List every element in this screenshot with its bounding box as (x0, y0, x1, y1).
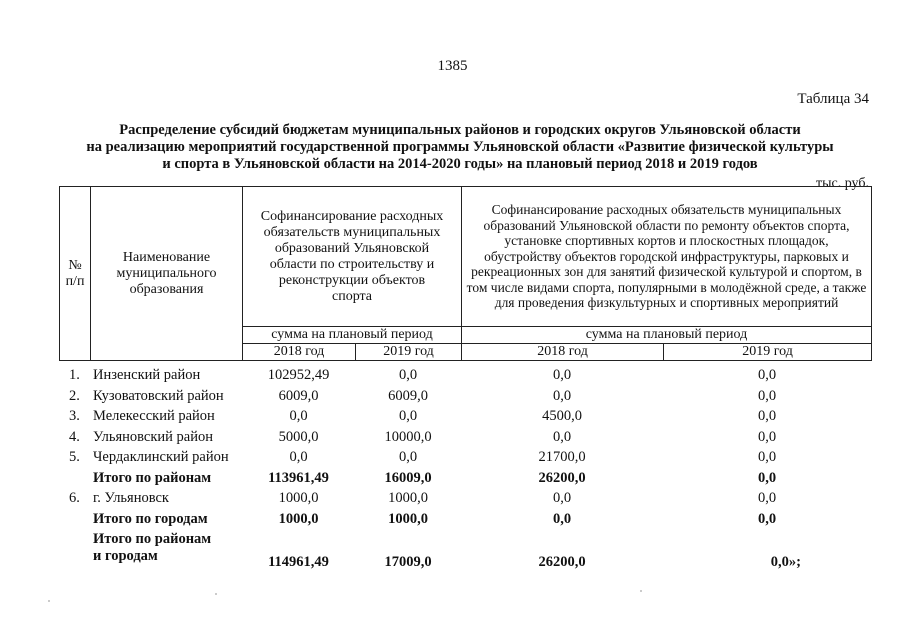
row-name-line: Итого по районам (93, 531, 212, 547)
cell-value: 6009,0 (278, 387, 319, 404)
header-year-2018: 2018 год (243, 344, 356, 361)
table-row (59, 408, 871, 429)
row-num: 4. (69, 428, 80, 445)
cell-value: 1000,0 (278, 490, 319, 506)
row-num: 1. (69, 367, 80, 383)
cell-value: 0,0 (552, 387, 572, 404)
cell-value: 17009,0 (384, 554, 432, 570)
scan-speck (48, 600, 50, 602)
title-line: Распределение субсидий бюджетам муниципальных районов и городских округов Ульяновской области (119, 122, 801, 138)
table-row (59, 388, 871, 409)
cell-value: 0,0 (398, 408, 418, 424)
grand-total-row (59, 531, 871, 571)
row-name: Ульяновский район (93, 428, 214, 445)
cell-value: 0,0 (289, 449, 308, 465)
cell-value: 0,0 (757, 428, 777, 445)
title-line: на реализацию мероприятий государственной программы Ульяновской области «Развитие физической культуры (86, 139, 834, 155)
header-sum-label: сумма на плановый период (243, 327, 462, 344)
row-name: Итого по районам (93, 469, 212, 486)
row-num: 3. (69, 408, 80, 424)
unit-label: тыс. руб. (816, 176, 869, 191)
cell-value: 21700,0 (538, 449, 586, 465)
header-table (59, 186, 872, 361)
header-group-construction: Софинансирование расходных обязательств муниципальных образований Ульяновской области по строительству и реконструкции объектов спорта (243, 187, 462, 327)
cell-value: 0,0 (552, 510, 572, 527)
cell-value: 0,0 (757, 449, 777, 465)
cell-value: 102952,49 (267, 367, 330, 383)
subtotal-row (59, 470, 871, 491)
cell-value: 0,0 (757, 367, 777, 383)
data-table (59, 367, 871, 571)
cell-value: 0,0 (757, 469, 777, 486)
cell-value: 0,0 (552, 490, 572, 506)
table-row (59, 449, 871, 470)
title-line: и спорта в Ульяновской области на 2014-2020 годы» на плановый период 2018 и 2019 годов (162, 156, 758, 172)
row-num: 2. (69, 387, 80, 404)
row-name (90, 531, 242, 571)
cell-value: 26200,0 (538, 554, 586, 570)
cell-value: 6009,0 (388, 387, 428, 404)
row-num (59, 531, 90, 571)
header-group-repair: Софинансирование расходных обязательств муниципальных образований Ульяновской области по ремонту объектов спорта, установке спортивных кортов и плоскостных площадок, обустройству объектов городской инфраструктуры, парковых и рекреационных зон для занятий физической культурой и спортом, в том числе видами спорта, популярными в молодёжной среде, а также для проведения физкультурных и спортивных мероприятий (462, 187, 872, 327)
header-sum-label: сумма на плановый период (462, 327, 872, 344)
subtotal-row (59, 511, 871, 532)
row-name: Кузоватовский район (93, 387, 224, 404)
cell-value: 0,0 (757, 408, 777, 424)
cell-value: 0,0 (552, 428, 572, 445)
cell-value: 1000,0 (388, 510, 428, 527)
cell-value: 0,0 (757, 510, 777, 527)
header-year-2019: 2019 год (664, 344, 872, 361)
table-row (59, 367, 871, 388)
table-label: Таблица 34 (797, 91, 869, 107)
page-number: 1385 (437, 58, 468, 74)
row-num (59, 511, 90, 532)
scan-speck (215, 593, 217, 595)
cell-value: 5000,0 (278, 428, 319, 445)
cell-value: 10000,0 (384, 428, 432, 445)
cell-value: 114961,49 (268, 554, 329, 570)
row-name: Мелекесский район (93, 408, 215, 424)
document-title (60, 122, 860, 173)
row-name: г. Ульяновск (93, 490, 169, 506)
header-year-2019: 2019 год (356, 344, 462, 361)
cell-value: 0,0»; (770, 554, 801, 570)
table-row (59, 429, 871, 450)
cell-value: 0,0 (757, 387, 777, 404)
cell-value: 26200,0 (538, 469, 586, 486)
header-name: Наименование муниципального образования (91, 187, 243, 361)
row-num: 6. (69, 490, 80, 506)
cell-value: 0,0 (757, 490, 777, 506)
row-name: Чердаклинский район (93, 449, 229, 465)
scan-speck (640, 590, 642, 592)
table-row (59, 490, 871, 511)
cell-value: 113961,49 (268, 469, 329, 486)
cell-value: 0,0 (398, 449, 418, 465)
cell-value: 1000,0 (388, 490, 428, 506)
row-num (59, 470, 90, 491)
header-year-2018: 2018 год (462, 344, 664, 361)
cell-value: 0,0 (289, 408, 308, 424)
cell-value: 0,0 (552, 367, 572, 383)
row-name: Итого по городам (93, 510, 208, 527)
header-num: № п/п (60, 187, 91, 361)
cell-value: 4500,0 (542, 408, 582, 424)
row-num: 5. (69, 449, 80, 465)
row-name-line: и городам (93, 548, 158, 564)
cell-value: 0,0 (398, 367, 418, 383)
cell-value: 1000,0 (278, 510, 319, 527)
row-name: Инзенский район (93, 367, 201, 383)
cell-value: 16009,0 (384, 469, 432, 486)
